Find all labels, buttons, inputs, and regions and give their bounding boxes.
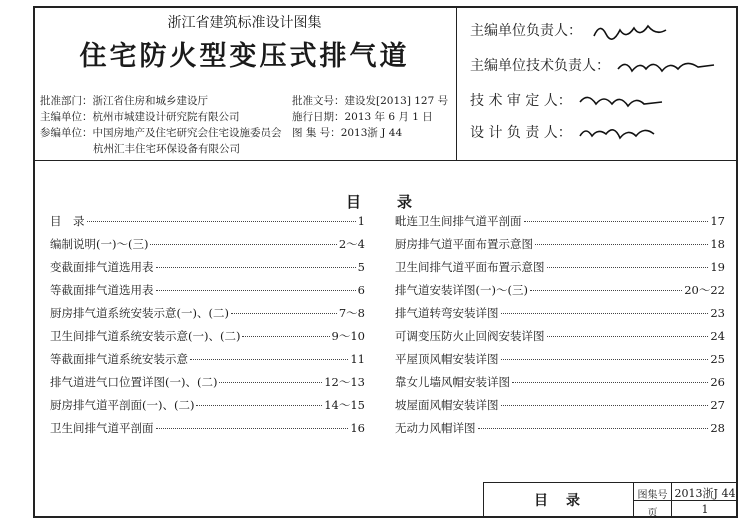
toc-entry[interactable]: 目 录 1 — [50, 214, 365, 228]
toc-entry[interactable]: 厨房排气道平面布置示意图 18 — [395, 237, 725, 251]
toc-entry[interactable]: 靠女儿墙风帽安装详图 26 — [395, 375, 725, 389]
approval-no-line: 批准文号：建设发[2013] 127 号 — [292, 95, 449, 107]
info-left — [40, 93, 282, 157]
toc-heading-a: 目 — [346, 193, 362, 211]
toc-entry[interactable]: 等截面排气道选用表 6 — [50, 283, 365, 297]
toc-entry[interactable]: 变截面排气道选用表 5 — [50, 260, 365, 274]
toc-entry[interactable]: 厨房排气道系统安装示意(一)、(二) 7～8 — [50, 306, 365, 320]
toc-entry[interactable]: 卫生间排气道系统安装示意(一)、(二) 9～10 — [50, 329, 365, 343]
main-title: 住宅防火型变压式排气道 — [79, 41, 410, 72]
handwritten-signature-4 — [576, 122, 696, 144]
toc-entry[interactable]: 编制说明(一)～(三) 2～4 — [50, 237, 365, 251]
page-label: 页 — [647, 508, 658, 519]
sig-row-2: 主编单位技术负责人： — [470, 55, 734, 77]
toc-entry[interactable]: 坡屋面风帽安装详图 27 — [395, 398, 725, 412]
atlas-no-label: 图集号 — [637, 490, 668, 501]
toc-entry[interactable]: 排气道转弯安装详图 23 — [395, 306, 725, 320]
handwritten-signature-2 — [614, 55, 734, 77]
toc-entry[interactable]: 平屋顶风帽安装详图 25 — [395, 352, 725, 366]
header-divider — [33, 160, 738, 161]
participant-line: 参编单位：中国房地产及住宅研究会住宅设施委员会 — [40, 127, 282, 139]
toc-entry[interactable]: 可调变压防火止回阀安装详图 24 — [395, 329, 725, 343]
toc-entry[interactable]: 排气道进气口位置详图(一)、(二) 12～13 — [50, 375, 365, 389]
atlas-line: 图 集 号：2013浙 J 44 — [292, 127, 403, 139]
header-vertical-divider — [456, 6, 457, 160]
effective-line: 施行日期：2013 年 6 月 1 日 — [292, 111, 433, 123]
toc-entry[interactable]: 毗连卫生间排气道平剖面 17 — [395, 214, 725, 228]
title-block-title: 目 录 — [534, 493, 582, 509]
handwritten-signature-1 — [586, 20, 706, 42]
title-block-top-line — [483, 482, 738, 483]
sig-row-3: 技 术 审 定 人： — [470, 90, 696, 112]
toc-entry[interactable]: 卫生间排气道平面布置示意图 19 — [395, 260, 725, 274]
sig-row-1: 主编单位负责人： — [470, 20, 706, 42]
editor-line: 主编单位：杭州市城建设计研究院有限公司 — [40, 111, 240, 123]
atlas-no-value: 2013浙J 44 — [674, 487, 736, 500]
handwritten-signature-3 — [576, 90, 696, 112]
standard-name: 浙江省建筑标准设计图集 — [167, 15, 322, 31]
toc-entry[interactable]: 厨房排气道平剖面(一)、(二) 14～15 — [50, 398, 365, 412]
toc-entry[interactable]: 等截面排气道系统安装示意 11 — [50, 352, 365, 366]
approver-line: 批准部门：浙江省住房和城乡建设厅 — [40, 95, 208, 107]
toc-heading-b: 录 — [397, 193, 413, 211]
info-right — [292, 93, 448, 141]
toc-entry[interactable]: 排气道安装详图(一)～(三) 20～22 — [395, 283, 725, 297]
toc-entry[interactable]: 无动力风帽详图 28 — [395, 421, 725, 435]
page-value: 1 — [701, 503, 709, 516]
participant-line-2: 杭州汇丰住宅环保设备有限公司 — [93, 143, 240, 155]
sig-row-4: 设 计 负 责 人： — [470, 122, 696, 144]
toc-entry[interactable]: 卫生间排气道平剖面 16 — [50, 421, 365, 435]
